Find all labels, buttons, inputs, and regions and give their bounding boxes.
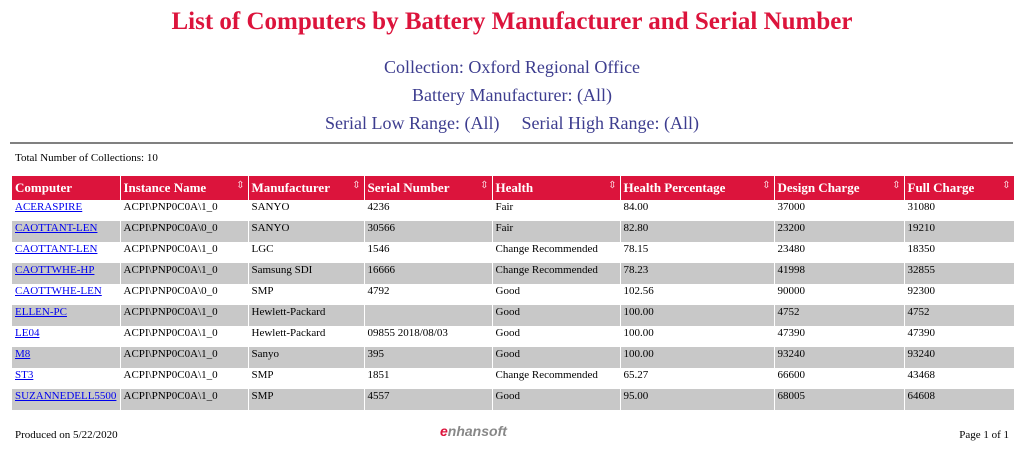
sort-icon[interactable]: ⇳ (608, 180, 617, 191)
sort-icon[interactable]: ⇳ (480, 180, 489, 191)
table-cell: Sanyo (248, 347, 364, 368)
table-row (12, 305, 1014, 326)
table-cell: 78.15 (620, 242, 774, 263)
table-cell (12, 200, 120, 221)
column-header-serial-number[interactable] (364, 176, 492, 200)
column-header-manufacturer[interactable] (248, 176, 364, 200)
logo-text: nhansoft (447, 423, 507, 439)
total-collections: Total Number of Collections: 10 (15, 152, 158, 164)
table-cell (12, 263, 120, 284)
table-cell: 95.00 (620, 389, 774, 410)
table-cell: 4236 (364, 200, 492, 221)
table-cell: 37000 (774, 200, 904, 221)
table-cell: 68005 (774, 389, 904, 410)
table-cell: SMP (248, 368, 364, 389)
table-cell: Hewlett-Packard (248, 305, 364, 326)
table-cell: 4792 (364, 284, 492, 305)
table-cell: SANYO (248, 221, 364, 242)
column-header-instance-name[interactable] (120, 176, 248, 200)
table-cell: 1851 (364, 368, 492, 389)
produced-date: Produced on 5/22/2020 (15, 429, 118, 441)
table-cell: ACPI\PNP0C0A\1_0 (120, 326, 248, 347)
column-header-computer[interactable] (12, 176, 120, 200)
table-cell: 30566 (364, 221, 492, 242)
table-cell: 100.00 (620, 326, 774, 347)
serial-range (0, 113, 1024, 134)
table-cell: 100.00 (620, 347, 774, 368)
table-cell: LGC (248, 242, 364, 263)
sort-icon[interactable]: ⇳ (352, 180, 361, 191)
table-cell (12, 347, 120, 368)
page-number: Page 1 of 1 (959, 429, 1009, 441)
table-cell: Good (492, 326, 620, 347)
column-header-label: Computer (15, 180, 73, 195)
column-header-full-charge[interactable] (904, 176, 1014, 200)
table-row (12, 368, 1014, 389)
table-cell: 64608 (904, 389, 1014, 410)
table-cell: Good (492, 389, 620, 410)
table-cell: 90000 (774, 284, 904, 305)
table-cell: ACPI\PNP0C0A\1_0 (120, 263, 248, 284)
table-cell: 47390 (774, 326, 904, 347)
table-cell: ACPI\PNP0C0A\0_0 (120, 284, 248, 305)
table-cell: 18350 (904, 242, 1014, 263)
table-cell (12, 284, 120, 305)
table-cell: 93240 (774, 347, 904, 368)
table-header (12, 176, 1014, 200)
table-cell: SANYO (248, 200, 364, 221)
table-cell: 82.80 (620, 221, 774, 242)
table-cell: Hewlett-Packard (248, 326, 364, 347)
table-cell: 4752 (774, 305, 904, 326)
table-cell: 4752 (904, 305, 1014, 326)
table-cell: 32855 (904, 263, 1014, 284)
table-cell: 100.00 (620, 305, 774, 326)
computer-link[interactable]: CAOTTWHE-HP (15, 264, 95, 276)
computers-table (12, 176, 1015, 410)
column-header-health-percentage[interactable] (620, 176, 774, 200)
column-header-label: Health (495, 180, 534, 195)
table-cell: 65.27 (620, 368, 774, 389)
table-cell: SMP (248, 389, 364, 410)
table-cell: ACPI\PNP0C0A\1_0 (120, 347, 248, 368)
table-cell (12, 242, 120, 263)
collection-label: Collection: Oxford Regional Office (383, 57, 641, 77)
table-cell: 09855 2018/08/03 (364, 326, 492, 347)
table-cell: 84.00 (620, 200, 774, 221)
column-header-health[interactable] (492, 176, 620, 200)
table-cell (12, 305, 120, 326)
table-cell (12, 326, 120, 347)
column-header-label: Design Charge (777, 180, 860, 195)
table-cell: 23480 (774, 242, 904, 263)
serial-high-label: Serial High Range: (All) (521, 113, 699, 133)
table-row (12, 263, 1014, 284)
sort-icon[interactable]: ⇳ (892, 180, 901, 191)
computer-link[interactable]: ELLEN-PC (15, 306, 67, 318)
table-cell: 4557 (364, 389, 492, 410)
computer-link[interactable]: CAOTTANT-LEN (15, 243, 98, 255)
column-header-label: Serial Number (367, 180, 450, 195)
table-cell: Fair (492, 221, 620, 242)
table-cell: ACPI\PNP0C0A\1_0 (120, 305, 248, 326)
table-cell: 93240 (904, 347, 1014, 368)
table-cell: 102.56 (620, 284, 774, 305)
table-row (12, 221, 1014, 242)
table-cell: ACPI\PNP0C0A\0_0 (120, 221, 248, 242)
table-cell: SMP (248, 284, 364, 305)
table-cell (12, 368, 120, 389)
table-cell: ACPI\PNP0C0A\1_0 (120, 368, 248, 389)
table-cell: Change Recommended (492, 263, 620, 284)
table-cell: Change Recommended (492, 368, 620, 389)
computer-link[interactable]: M8 (15, 348, 31, 360)
table-cell: 41998 (774, 263, 904, 284)
computer-link[interactable]: ACERASPIRE (15, 201, 83, 213)
table-cell: Samsung SDI (248, 263, 364, 284)
table-cell: ACPI\PNP0C0A\1_0 (120, 242, 248, 263)
table-cell: 92300 (904, 284, 1014, 305)
table-cell: 19210 (904, 221, 1014, 242)
serial-low-label: Serial Low Range: (All) (325, 113, 500, 133)
table-cell: Change Recommended (492, 242, 620, 263)
sort-icon[interactable]: ⇳ (236, 180, 245, 191)
table-row (12, 242, 1014, 263)
table-cell: Good (492, 305, 620, 326)
table-cell: 395 (364, 347, 492, 368)
table-body (12, 200, 1014, 410)
table-cell: 16666 (364, 263, 492, 284)
table-cell: Good (492, 284, 620, 305)
table-cell: Good (492, 347, 620, 368)
enhansoft-logo (440, 423, 507, 439)
sort-icon[interactable]: ⇳ (1002, 180, 1011, 191)
table-cell (12, 221, 120, 242)
computer-link[interactable]: CAOTTANT-LEN (15, 222, 98, 234)
column-header-design-charge[interactable] (774, 176, 904, 200)
table-cell: 31080 (904, 200, 1014, 221)
report-title: List of Computers by Battery Manufacturer and Serial Number (171, 8, 853, 35)
table-cell: 43468 (904, 368, 1014, 389)
column-header-label: Instance Name (123, 180, 207, 195)
table-cell: 78.23 (620, 263, 774, 284)
table-cell (12, 389, 120, 410)
table-row (12, 347, 1014, 368)
sort-icon[interactable]: ⇳ (762, 180, 771, 191)
table-row (12, 326, 1014, 347)
column-header-label: Full Charge (907, 180, 975, 195)
computer-link[interactable]: SUZANNEDELL5500 (15, 390, 117, 402)
battery-manufacturer-label: Battery Manufacturer: (All) (412, 85, 612, 105)
table-cell: 47390 (904, 326, 1014, 347)
table-cell: Fair (492, 200, 620, 221)
table-cell: 1546 (364, 242, 492, 263)
computer-link[interactable]: LE04 (15, 327, 40, 339)
table-cell: 23200 (774, 221, 904, 242)
table-row (12, 200, 1014, 221)
table-row (12, 284, 1014, 305)
logo-initial: e (440, 423, 448, 439)
computer-link[interactable]: ST3 (15, 369, 34, 381)
table-cell: ACPI\PNP0C0A\1_0 (120, 389, 248, 410)
column-header-label: Manufacturer (251, 180, 330, 195)
table-cell (364, 305, 492, 326)
table-cell: ACPI\PNP0C0A\1_0 (120, 200, 248, 221)
table-row (12, 389, 1014, 410)
column-header-label: Health Percentage (623, 180, 726, 195)
divider (10, 142, 1013, 144)
table-cell: 66600 (774, 368, 904, 389)
computer-link[interactable]: CAOTTWHE-LEN (15, 285, 102, 297)
